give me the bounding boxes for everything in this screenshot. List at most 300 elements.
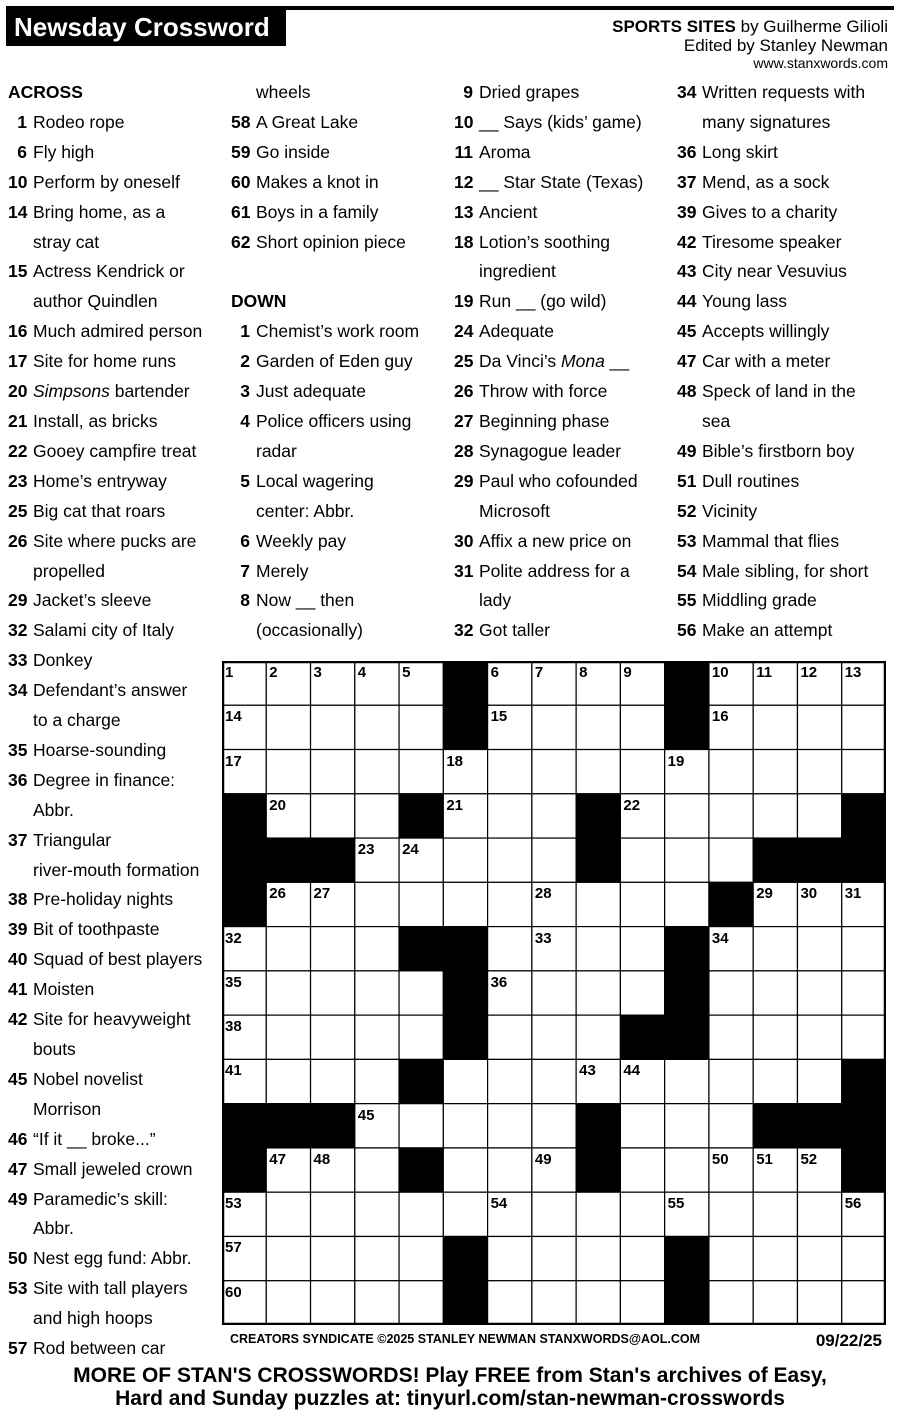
clue-text: [33, 347, 220, 377]
grid-cell[interactable]: [355, 1059, 399, 1103]
cell-number: 48: [313, 1150, 331, 1168]
clue-number: 38: [8, 889, 28, 910]
grid-cell[interactable]: [620, 971, 664, 1015]
grid-svg: [222, 661, 886, 1325]
cell-number: 23: [357, 841, 375, 859]
grid-cell[interactable]: [266, 1281, 310, 1325]
clue-text: [256, 497, 446, 527]
grid-cell[interactable]: [797, 750, 841, 794]
clue: [454, 78, 669, 108]
cell-number: 58: [446, 1239, 464, 1257]
grid-cell[interactable]: [266, 971, 310, 1015]
grid-cell[interactable]: [709, 750, 753, 794]
grid-cell[interactable]: [709, 794, 753, 838]
cell-number: 44: [623, 1062, 641, 1080]
clue: [8, 616, 220, 646]
grid-cell[interactable]: [797, 1192, 841, 1236]
clue-text: [33, 1125, 220, 1155]
grid-cell[interactable]: [311, 927, 355, 971]
clue-number: 9: [463, 82, 473, 102]
clue-number: 43: [677, 261, 697, 282]
clue-text: [33, 138, 220, 168]
clue-text: [479, 138, 669, 168]
clue-text: [33, 1185, 220, 1215]
grid-cell[interactable]: [797, 1281, 841, 1325]
grid-cell[interactable]: [399, 882, 443, 926]
cell-number: 6: [490, 664, 499, 681]
black-square: [842, 1148, 886, 1192]
clue-words: Squad of best players: [33, 949, 203, 970]
grid-cell[interactable]: [488, 1281, 532, 1325]
grid-cell[interactable]: [576, 1236, 620, 1280]
grid-cell[interactable]: [488, 1148, 532, 1192]
clue-words: Vicinity: [702, 500, 758, 521]
grid-cell[interactable]: [532, 838, 576, 882]
clue-words: Mend, as a sock: [702, 171, 830, 192]
clue-continuation: [8, 1214, 220, 1244]
clue-words: and high hoops: [33, 1308, 153, 1329]
clue-text: [33, 706, 220, 736]
grid-cell[interactable]: [797, 1015, 841, 1059]
grid-cell[interactable]: [266, 750, 310, 794]
clue: [8, 1274, 220, 1304]
grid-cell[interactable]: [576, 971, 620, 1015]
grid-cell[interactable]: [532, 1015, 576, 1059]
clue: [8, 108, 220, 138]
cell-number: 33: [534, 929, 552, 947]
clue-words: Speck of land in the: [702, 381, 856, 402]
clue: [8, 885, 220, 915]
clue: [8, 497, 220, 527]
grid-cell[interactable]: [620, 838, 664, 882]
clue-words: Run __ (go wild): [479, 291, 607, 312]
grid-cell[interactable]: [532, 971, 576, 1015]
clue-words: Merely: [256, 560, 309, 581]
clue: [677, 437, 892, 467]
grid-cell[interactable]: [443, 882, 487, 926]
grid-cell[interactable]: [532, 750, 576, 794]
grid-cell[interactable]: [620, 750, 664, 794]
grid-cell[interactable]: [753, 705, 797, 749]
clue-words: river-mouth formation: [33, 859, 200, 880]
grid-cell[interactable]: [842, 1236, 886, 1280]
cell-number: 17: [225, 752, 242, 770]
clue-continuation: [454, 257, 669, 287]
grid-cell[interactable]: [842, 927, 886, 971]
clue-text: [33, 586, 220, 616]
grid-cell[interactable]: [399, 971, 443, 1015]
cell-number: 14: [225, 708, 242, 726]
grid-cell[interactable]: [620, 1236, 664, 1280]
clue-number: 25: [454, 351, 474, 372]
clue-number: 13: [454, 201, 474, 222]
grid-cell[interactable]: [443, 838, 487, 882]
grid-cell[interactable]: [488, 882, 532, 926]
clue: [677, 497, 892, 527]
cell-number: 46: [579, 1106, 596, 1124]
black-square: [222, 882, 266, 926]
grid-cell[interactable]: [399, 750, 443, 794]
grid-cell[interactable]: [709, 1192, 753, 1236]
grid-cell[interactable]: [797, 927, 841, 971]
cell-number: 35: [225, 973, 242, 991]
cell-number: 15: [490, 708, 508, 726]
clue-text: [479, 437, 669, 467]
clue-continuation: [8, 1304, 220, 1334]
grid-cell[interactable]: [576, 1192, 620, 1236]
clue-number: 26: [454, 381, 474, 402]
grid-cell[interactable]: [576, 750, 620, 794]
grid-cell[interactable]: [620, 1104, 664, 1148]
clue-words: Got taller: [479, 620, 550, 641]
grid-cell[interactable]: [842, 750, 886, 794]
grid-cell[interactable]: [753, 1281, 797, 1325]
clue-number: 16: [8, 321, 28, 342]
clue-number: 42: [8, 1009, 28, 1030]
cell-number: 12: [800, 664, 818, 681]
clue-number: [8, 1304, 27, 1334]
clue-text: [33, 646, 220, 676]
grid-cell[interactable]: [311, 1015, 355, 1059]
clue-number: 31: [454, 560, 474, 581]
grid-cell[interactable]: [753, 1015, 797, 1059]
grid-cell[interactable]: [576, 705, 620, 749]
clue-text: [702, 437, 892, 467]
clue-continuation: [8, 796, 220, 826]
grid-cell[interactable]: [709, 971, 753, 1015]
clue-text: [256, 228, 446, 258]
clue-words: Hoarse-sounding: [33, 739, 167, 760]
clue-words: Police officers using: [256, 410, 412, 431]
grid-cell[interactable]: [665, 1059, 709, 1103]
grid-cell[interactable]: [399, 1281, 443, 1325]
black-square: [222, 1104, 266, 1148]
clue-text: [256, 108, 446, 138]
grid-cell[interactable]: [797, 1059, 841, 1103]
cell-number: 45: [357, 1106, 375, 1124]
black-square: [266, 838, 310, 882]
clue-text: [702, 138, 892, 168]
clue-words: Degree in finance:: [33, 769, 176, 790]
clue-words: Abbr.: [33, 799, 74, 820]
clue-text: [33, 257, 220, 287]
grid-cell[interactable]: [488, 794, 532, 838]
clue: [677, 317, 892, 347]
grid-cell[interactable]: [311, 1192, 355, 1236]
clue: [8, 437, 220, 467]
clue-number: 10: [8, 171, 28, 192]
grid-cell[interactable]: [532, 1236, 576, 1280]
clue-words: many signatures: [702, 111, 831, 132]
cell-number: 21: [446, 796, 464, 814]
clue-number: [8, 706, 27, 736]
grid-cell[interactable]: [399, 1015, 443, 1059]
clue: [8, 407, 220, 437]
clue: [8, 915, 220, 945]
grid-cell[interactable]: [797, 705, 841, 749]
clue-text: [479, 228, 669, 258]
clue-number: [677, 108, 696, 138]
clue: [231, 557, 446, 587]
clue-words: Tiresome speaker: [702, 231, 842, 252]
grid-cell[interactable]: [311, 971, 355, 1015]
grid-cell[interactable]: [532, 705, 576, 749]
clue-number: 26: [8, 530, 28, 551]
grid-cell[interactable]: [532, 1192, 576, 1236]
clue-words: sea: [702, 410, 731, 431]
grid-cell[interactable]: [576, 882, 620, 926]
grid-cell[interactable]: [311, 1281, 355, 1325]
grid-cell[interactable]: [488, 927, 532, 971]
footer-line-1: MORE OF STAN'S CROSSWORDS! Play FREE from Stan's archives of Easy,: [73, 1364, 827, 1387]
grid-cell[interactable]: [266, 1192, 310, 1236]
grid-cell[interactable]: [266, 705, 310, 749]
grid-cell[interactable]: [753, 794, 797, 838]
clue-text: [33, 1035, 220, 1065]
clue-text: [702, 586, 892, 616]
grid-cell[interactable]: [355, 971, 399, 1015]
grid-cell[interactable]: [620, 882, 664, 926]
clue-number: 48: [677, 381, 697, 402]
grid-cell[interactable]: [488, 1104, 532, 1148]
grid-cell[interactable]: [665, 1104, 709, 1148]
grid-cell[interactable]: [665, 838, 709, 882]
grid-cell[interactable]: [355, 1236, 399, 1280]
clue-text: [479, 497, 669, 527]
grid-cell[interactable]: [842, 971, 886, 1015]
grid-cell[interactable]: [355, 882, 399, 926]
clue-number: 47: [677, 351, 697, 372]
clue-text: [33, 1005, 220, 1035]
clue-words: Mammal that flies: [702, 530, 840, 551]
clue: [231, 108, 446, 138]
grid-cell[interactable]: [842, 1015, 886, 1059]
clue: [454, 168, 669, 198]
clue-words: __ Star State (Texas): [479, 171, 644, 192]
clue-words: Install, as bricks: [33, 410, 158, 431]
clue-words: Da Vinci’s: [479, 351, 562, 372]
grid-cell[interactable]: [488, 1015, 532, 1059]
cell-number: 3: [313, 664, 322, 681]
grid-cell[interactable]: [443, 1148, 487, 1192]
grid-cell[interactable]: [842, 705, 886, 749]
clue-number: 55: [677, 590, 697, 611]
grid-cell[interactable]: [753, 1192, 797, 1236]
clue: [8, 945, 220, 975]
grid-cell[interactable]: [665, 794, 709, 838]
grid-cell[interactable]: [266, 1059, 310, 1103]
clue-words: Dull routines: [702, 470, 800, 491]
grid-cell[interactable]: [576, 1015, 620, 1059]
clue-words: Rodeo rope: [33, 111, 125, 132]
grid-cell[interactable]: [620, 1281, 664, 1325]
grid-cell[interactable]: [620, 927, 664, 971]
clue-number: 60: [231, 171, 251, 192]
grid-cell[interactable]: [620, 1148, 664, 1192]
grid-cell[interactable]: [709, 1104, 753, 1148]
cell-number: 59: [667, 1239, 685, 1257]
grid-cell[interactable]: [620, 705, 664, 749]
grid-cell[interactable]: [532, 1281, 576, 1325]
grid-cell[interactable]: [488, 1059, 532, 1103]
cell-number: 9: [623, 664, 632, 681]
grid-cell[interactable]: [665, 1148, 709, 1192]
clue-text: [33, 377, 220, 407]
grid-cell[interactable]: [753, 1236, 797, 1280]
clue-words: Site for home runs: [33, 351, 176, 372]
clue: [8, 676, 220, 706]
grid-cell[interactable]: [709, 838, 753, 882]
clue-words: Pre-holiday nights: [33, 889, 174, 910]
black-square: [620, 1015, 664, 1059]
grid-cell[interactable]: [355, 794, 399, 838]
cell-number: 62: [667, 1283, 685, 1301]
grid-cell[interactable]: [753, 927, 797, 971]
cell-number: 5: [402, 664, 411, 681]
black-square: [222, 794, 266, 838]
grid-cell[interactable]: [532, 1104, 576, 1148]
grid-cell[interactable]: [443, 1192, 487, 1236]
grid-cell[interactable]: [355, 927, 399, 971]
clue: [8, 347, 220, 377]
clue-number: [231, 616, 250, 646]
cell-number: 39: [446, 1018, 464, 1036]
grid-cell[interactable]: [488, 1236, 532, 1280]
grid-cell[interactable]: [355, 750, 399, 794]
clue-words: stray cat: [33, 231, 100, 252]
grid-cell[interactable]: [355, 1148, 399, 1192]
clue-words: Site where pucks are: [33, 530, 197, 551]
clue-words: Aroma: [479, 141, 531, 162]
puzzle-theme: SPORTS SITES: [612, 17, 736, 36]
grid-cell[interactable]: [488, 750, 532, 794]
clue-words: “If it __ broke...”: [33, 1128, 156, 1149]
grid-cell[interactable]: [399, 1192, 443, 1236]
clue-number: 6: [240, 530, 250, 551]
grid-cell[interactable]: [355, 1281, 399, 1325]
clue-text: [479, 407, 669, 437]
grid-cell[interactable]: [797, 794, 841, 838]
grid-cell[interactable]: [532, 1059, 576, 1103]
clue: [677, 228, 892, 258]
grid-cell[interactable]: [399, 1236, 443, 1280]
grid-cell[interactable]: [399, 705, 443, 749]
clue-words: bartender: [114, 381, 190, 402]
section-label: DOWN: [231, 291, 287, 312]
grid-cell[interactable]: [797, 1236, 841, 1280]
clue-text: [33, 826, 220, 856]
clue-text: [256, 138, 446, 168]
black-square: [311, 1104, 355, 1148]
clue-number: 53: [8, 1278, 28, 1299]
clue-text: [33, 1274, 220, 1304]
grid-cell[interactable]: [311, 794, 355, 838]
clue: [8, 766, 220, 796]
grid-cell[interactable]: [311, 1059, 355, 1103]
clue: [8, 975, 220, 1005]
clue-number: [8, 228, 27, 258]
grid-cell[interactable]: [443, 1059, 487, 1103]
clue-text: [33, 1334, 220, 1364]
cell-number: 2: [269, 664, 278, 681]
grid-cell[interactable]: [311, 705, 355, 749]
grid-cell[interactable]: [620, 1192, 664, 1236]
grid-cell[interactable]: [753, 750, 797, 794]
grid-cell[interactable]: [488, 838, 532, 882]
clue-number: [8, 557, 27, 587]
grid-cell[interactable]: [355, 705, 399, 749]
clue-text: [33, 616, 220, 646]
cell-number: 42: [402, 1062, 419, 1080]
grid-cell[interactable]: [797, 971, 841, 1015]
clue-text: [702, 377, 892, 407]
grid-cell[interactable]: [709, 1281, 753, 1325]
clue-words: Small jeweled crown: [33, 1158, 193, 1179]
grid-cell[interactable]: [709, 1236, 753, 1280]
byline: [612, 17, 888, 71]
clue-number: 62: [231, 231, 251, 252]
grid-cell[interactable]: [665, 882, 709, 926]
clue: [677, 557, 892, 587]
clue: [8, 1185, 220, 1215]
grid-cell[interactable]: [399, 1104, 443, 1148]
grid-cell[interactable]: [576, 1281, 620, 1325]
clue-number: 22: [8, 440, 28, 461]
clue: [454, 228, 669, 258]
credit-line: CREATORS SYNDICATE ©2025 STANLEY NEWMAN STANXWORDS@AOL.COM: [230, 1332, 701, 1346]
grid-cell[interactable]: [443, 1104, 487, 1148]
grid-cell[interactable]: [311, 750, 355, 794]
clue-number: [8, 1095, 27, 1125]
grid-cell[interactable]: [266, 1236, 310, 1280]
clue-text: [33, 736, 220, 766]
clue-words: Site for heavyweight: [33, 1009, 191, 1030]
cell-number: 13: [844, 664, 862, 681]
cell-number: 50: [711, 1150, 729, 1168]
grid-cell[interactable]: [753, 1059, 797, 1103]
clue-words: __: [604, 351, 630, 372]
cell-number: 54: [490, 1195, 508, 1213]
clue-words: Written requests with: [702, 82, 866, 102]
grid-cell[interactable]: [355, 1192, 399, 1236]
clue-column-1: [8, 78, 220, 1364]
author: by Guilherme Gilioli: [740, 17, 888, 36]
clue-words: Lotion’s soothing: [479, 231, 611, 252]
grid-cell[interactable]: [266, 1015, 310, 1059]
cell-number: 20: [269, 796, 286, 814]
grid-cell[interactable]: [753, 971, 797, 1015]
clue-number: 44: [677, 291, 697, 312]
crossword-grid[interactable]: [222, 661, 886, 1325]
clue-number: 54: [677, 560, 697, 581]
grid-cell[interactable]: [532, 794, 576, 838]
clue-text: [479, 108, 669, 138]
black-square: [842, 1059, 886, 1103]
clue-number: 61: [231, 201, 251, 222]
clue: [8, 317, 220, 347]
grid-cell[interactable]: [266, 927, 310, 971]
clue-words: Microsoft: [479, 500, 550, 521]
grid-cell[interactable]: [576, 927, 620, 971]
grid-cell[interactable]: [709, 1059, 753, 1103]
grid-cell[interactable]: [709, 1015, 753, 1059]
clue-words: Car with a meter: [702, 351, 831, 372]
clue-text: [479, 198, 669, 228]
cell-number: 22: [623, 796, 641, 814]
grid-cell[interactable]: [311, 1236, 355, 1280]
grid-cell[interactable]: [842, 1281, 886, 1325]
grid-cell[interactable]: [355, 1015, 399, 1059]
